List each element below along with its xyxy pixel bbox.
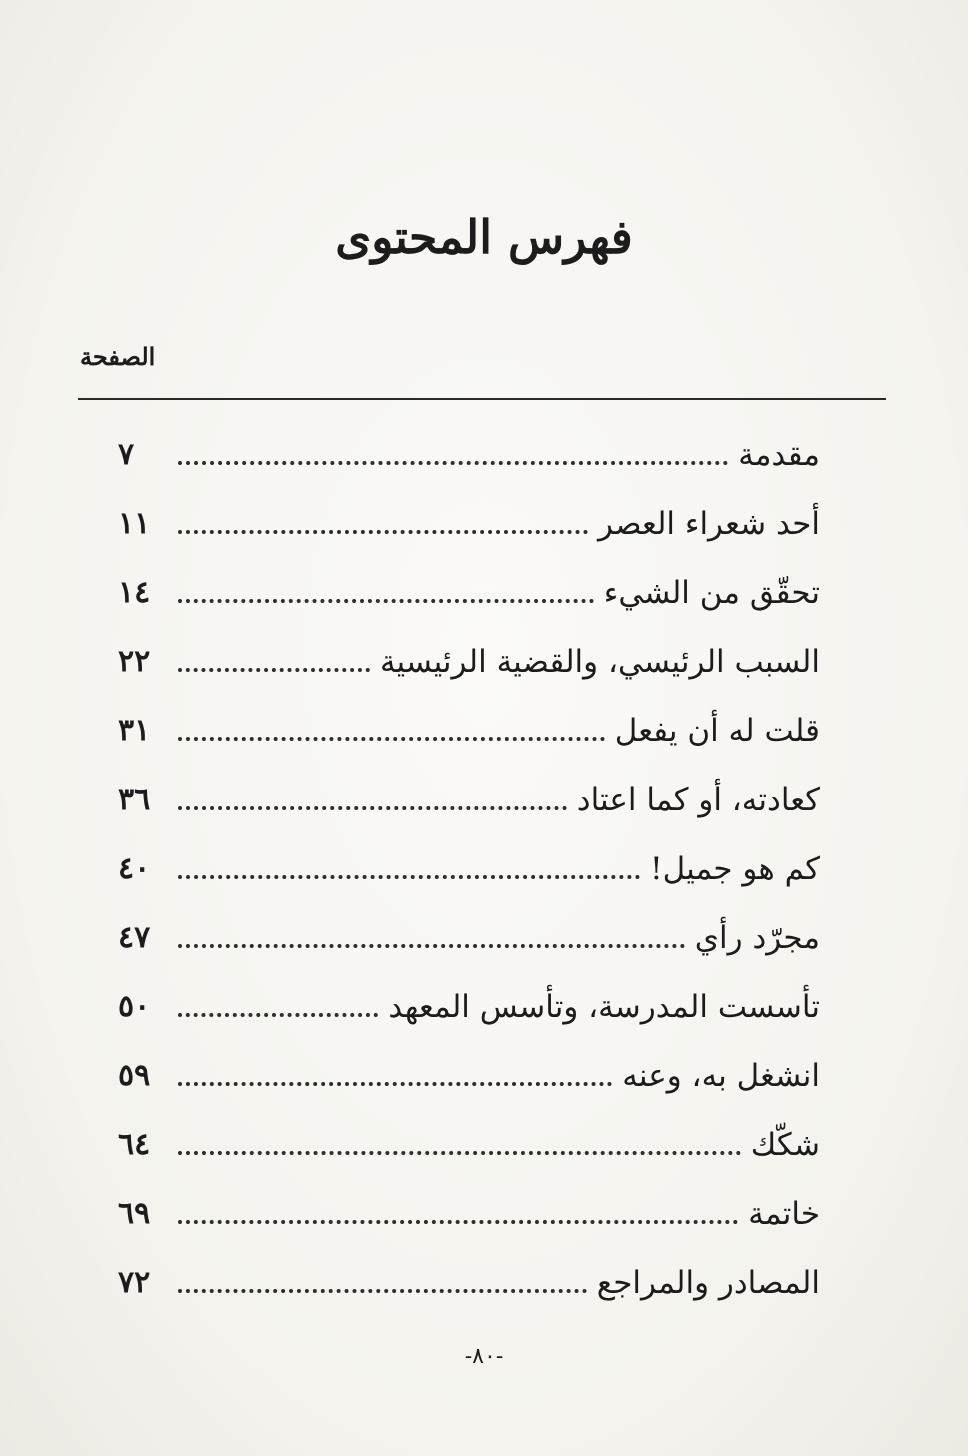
toc-entry-title: انشغل به، وعنه: [622, 1057, 820, 1094]
toc-entry: [118, 489, 820, 558]
toc-entry-page: ٤٧: [118, 920, 151, 955]
toc-leader-dots: [178, 1289, 587, 1293]
toc-leader-dots: [178, 668, 370, 672]
toc-entry: [118, 903, 820, 972]
toc-entry-page: ٣٦: [118, 782, 151, 817]
toc-entry-title: السبب الرئيسي، والقضية الرئيسية: [379, 643, 820, 680]
toc-leader-dots: [178, 530, 588, 534]
toc-entry: [118, 1179, 820, 1248]
toc-entry: [118, 972, 820, 1041]
toc-entry-title: مجرّد رأي: [694, 919, 820, 956]
toc-entry-title: تأسست المدرسة، وتأسس المعهد: [388, 988, 820, 1025]
toc-entry: [118, 1248, 820, 1317]
toc-entry-page: ٦٩: [118, 1196, 151, 1231]
toc-entry: [118, 1110, 820, 1179]
table-of-contents: [118, 420, 820, 1317]
page-column-header: الصفحة: [80, 342, 156, 371]
toc-entry-page: ٧٢: [118, 1265, 151, 1300]
toc-entry: [118, 627, 820, 696]
toc-entry: [118, 558, 820, 627]
toc-leader-dots: [178, 1220, 738, 1224]
page-number-footer: -٨٠-: [464, 1344, 504, 1369]
toc-entry-title: تحقّق من الشيء: [603, 574, 820, 611]
toc-entry-page: ٢٢: [118, 644, 151, 679]
toc-entry: [118, 765, 820, 834]
toc-entry-page: ٧: [118, 437, 135, 472]
toc-leader-dots: [178, 599, 594, 603]
toc-entry-page: ١٤: [118, 575, 151, 610]
toc-leader-dots: [178, 1082, 612, 1086]
toc-entry-page: ٦٤: [118, 1127, 151, 1162]
toc-entry-page: ٤٠: [118, 851, 151, 886]
toc-leader-dots: [178, 737, 605, 741]
header-divider: [78, 398, 886, 400]
toc-entry: [118, 1041, 820, 1110]
toc-entry-page: ٥٩: [118, 1058, 151, 1093]
toc-entry: [118, 696, 820, 765]
toc-leader-dots: [178, 461, 728, 465]
toc-leader-dots: [178, 875, 640, 879]
toc-entry-page: ٣١: [118, 713, 151, 748]
toc-entry-title: كم هو جميل!: [650, 850, 820, 887]
page-title: فهرس المحتوى: [335, 210, 633, 264]
toc-leader-dots: [178, 944, 685, 948]
toc-entry-title: خاتمة: [748, 1195, 820, 1232]
toc-entry-title: مقدمة: [738, 436, 820, 473]
toc-leader-dots: [178, 1151, 741, 1155]
toc-entry: [118, 834, 820, 903]
toc-entry-page: ١١: [118, 506, 151, 541]
toc-entry-title: المصادر والمراجع: [596, 1264, 820, 1301]
toc-entry-page: ٥٠: [118, 989, 151, 1024]
toc-entry: [118, 420, 820, 489]
toc-leader-dots: [178, 1013, 378, 1017]
toc-entry-title: شكّك: [750, 1126, 820, 1163]
toc-entry-title: قلت له أن يفعل: [614, 712, 820, 749]
toc-entry-title: كعادته، أو كما اعتاد: [576, 781, 820, 818]
toc-entry-title: أحد شعراء العصر: [598, 505, 820, 542]
toc-leader-dots: [178, 806, 567, 810]
